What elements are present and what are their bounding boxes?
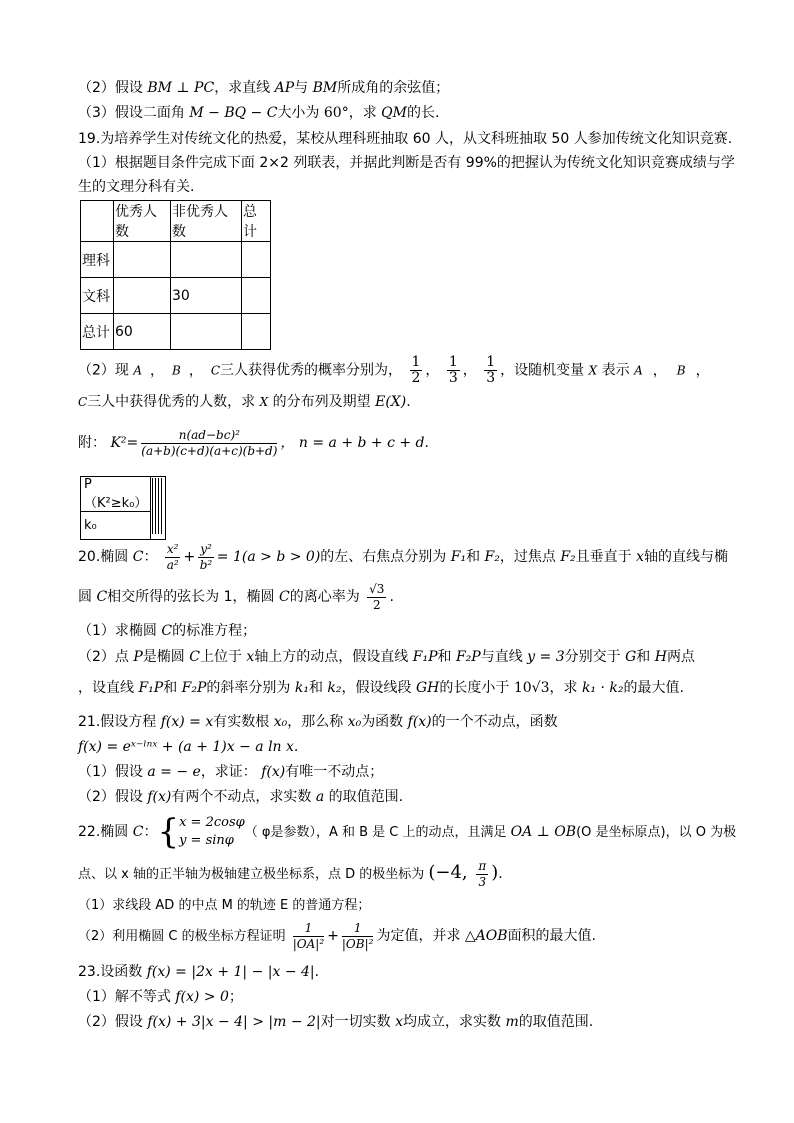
- table-row: [81, 242, 271, 278]
- fraction-one-half: $\frac{1}{2}$: [411, 354, 421, 386]
- table-cell: 总计: [242, 201, 271, 242]
- table-cell: 优秀人数: [114, 201, 171, 242]
- formula-fraction: $\frac{\text{n(ad−bc)²}}{(a+b)(c+d)(a+c)(b+d)}$: [141, 427, 278, 458]
- q19-intro: 19.为培养学生对传统文化的热爱，某校从理科班抽取 60 人，从文科班抽取 50 人参加传统文化知识竞赛.: [78, 131, 733, 147]
- table-cell: 60: [114, 314, 171, 350]
- table-row: [81, 278, 271, 314]
- table-cell: [114, 242, 171, 278]
- table-cell: [151, 477, 166, 540]
- q20-line1: 20.椭圆 C： $\frac{\text{x²}}{\text{a²}}$ + $\frac{\text{y²}}{\text{b²}}$ = 1(a > b > 0)的左、右焦点分别为 F₁和 F₂，过焦点 F₂且垂直于 x轴的直线与椭: [78, 541, 728, 572]
- table-cell: k₀: [81, 512, 151, 540]
- q22-part2: （2）利用椭圆 C 的极坐标方程证明 $\frac{1}{\text{|OA|²}}$ + $\frac{1}{\text{|OB|²}}$ 为定值，并求 △AOB面积的最大值.: [78, 920, 597, 951]
- q23-part2: （2）假设 f(x) + 3|x − 4| > |m − 2|对一切实数 x均成立，求实数 m的取值范围.: [78, 1014, 594, 1030]
- q18-part3: （3）假设二面角 M − BQ − C大小为 60°，求 QM的长.: [78, 105, 440, 121]
- table-cell: [242, 278, 271, 314]
- critical-value-table: [80, 476, 166, 540]
- fraction-one-third: $\frac{1}{3}$: [486, 354, 496, 386]
- table-cell: 理科: [81, 242, 114, 278]
- table-row: [81, 314, 271, 350]
- table-cell: 30: [171, 278, 242, 314]
- fraction-one-third: $\frac{1}{3}$: [448, 354, 458, 386]
- q21-part1: （1）假设 a = − e，求证： f(x)有唯一不动点；: [78, 764, 384, 780]
- q22-part1: （1）求线段 AD 的中点 M 的轨迹 E 的普通方程；: [78, 898, 371, 913]
- table-cell: [242, 314, 271, 350]
- reciprocal-ob: $\frac{1}{\text{|OB|²}}$: [341, 920, 374, 951]
- q20-part1: （1）求椭圆 C的标准方程；: [78, 623, 257, 639]
- q21-part2: （2）假设 f(x)有两个不动点，求实数 a 的取值范围.: [78, 789, 404, 805]
- table-row: [81, 477, 166, 512]
- left-brace: {: [157, 812, 180, 852]
- q22-line2: 点、以 x 轴的正半轴为极轴建立极坐标系，点 D 的极坐标为 (−4, $\frac{\pi}{3}$ ).: [78, 858, 503, 889]
- q23-line1: 23.设函数 f(x) = |2x + 1| − |x − 4|.: [78, 964, 320, 980]
- q22-line1: 22.椭圆 C：{ x = 2cosφ y = sinφ （ φ是参数），A 和 B 是 C 上的动点，且满足 OA ⊥ OB(O 是坐标原点)，以 O 为极: [78, 812, 737, 852]
- ellipse-y-term: $\frac{\text{y²}}{\text{b²}}$: [199, 541, 213, 572]
- table-cell: [81, 201, 114, 242]
- q19-part2-line2: C三人中获得优秀的人数，求 X 的分布列及期望 E(X).: [78, 394, 411, 410]
- q23-part1: （1）解不等式 f(x) > 0；: [78, 989, 243, 1005]
- table-cell: 总计: [81, 314, 114, 350]
- q19-part1-line1: （1）根据题目条件完成下面 2×2 列联表，并据此判断是否有 99%的把握认为传统文化知识竞赛成绩与学: [78, 155, 735, 171]
- table-cell: [171, 242, 242, 278]
- table-row: [81, 201, 271, 242]
- q19-part2-line1: （2）现 A ， B ， C三人获得优秀的概率分别为， $\frac{1}{2}$ ， $\frac{1}{3}$ ， $\frac{1}{3}$ ，设随机变量 X 表示 A ， B ，: [78, 354, 710, 386]
- q19-part1-line2: 生的文理分科有关.: [78, 179, 195, 195]
- table-cell: 非优秀人数: [171, 201, 242, 242]
- chi-square-formula: 附： K²= $\frac{\text{n(ad−bc)²}}{(a+b)(c+d)(a+c)(b+d)}$ ， n = a + b + c + d.: [78, 427, 429, 458]
- table-cell: [114, 278, 171, 314]
- parametric-system: x = 2cosφ y = sinφ: [179, 815, 245, 848]
- eccentricity-fraction: $\frac{√3}{2}$: [369, 581, 385, 612]
- reciprocal-oa: $\frac{1}{\text{|OA|²}}$: [292, 920, 325, 951]
- q20-line2: 圆 C相交所得的弦长为 1，椭圆 C的离心率为 $\frac{√3}{2}$ .: [78, 581, 394, 612]
- ellipse-x-term: $\frac{\text{x²}}{\text{a²}}$: [166, 541, 179, 572]
- q20-part2-line1: （2）点 P是椭圆 C上位于 x轴上方的动点，假设直线 F₁P和 F₂P与直线 y = 3分别交于 G和 H两点: [78, 649, 695, 665]
- q18-part2: （2）假设 BM ⊥ PC，求直线 AP与 BM所成角的余弦值；: [78, 80, 450, 96]
- contingency-table: [80, 200, 271, 350]
- q20-part2-line2: ，设直线 F₁P和 F₂P的斜率分别为 k₁和 k₂，假设线段 GH的长度小于 10√3，求 k₁ · k₂的最大值.: [78, 680, 684, 696]
- table-cell: [171, 314, 242, 350]
- table-cell: [242, 242, 271, 278]
- q21-function-definition: f(x) = eˣ⁻ˡⁿˣ + (a + 1)x − a ln x.: [78, 739, 299, 755]
- table-cell: P（K²≥k₀）: [81, 477, 151, 512]
- pi-over-3: $\frac{\pi}{3}$: [478, 858, 487, 889]
- table-cell: 文科: [81, 278, 114, 314]
- q21-line1: 21.假设方程 f(x) = x有实数根 x₀，那么称 x₀为函数 f(x)的一个不动点，函数: [78, 714, 558, 730]
